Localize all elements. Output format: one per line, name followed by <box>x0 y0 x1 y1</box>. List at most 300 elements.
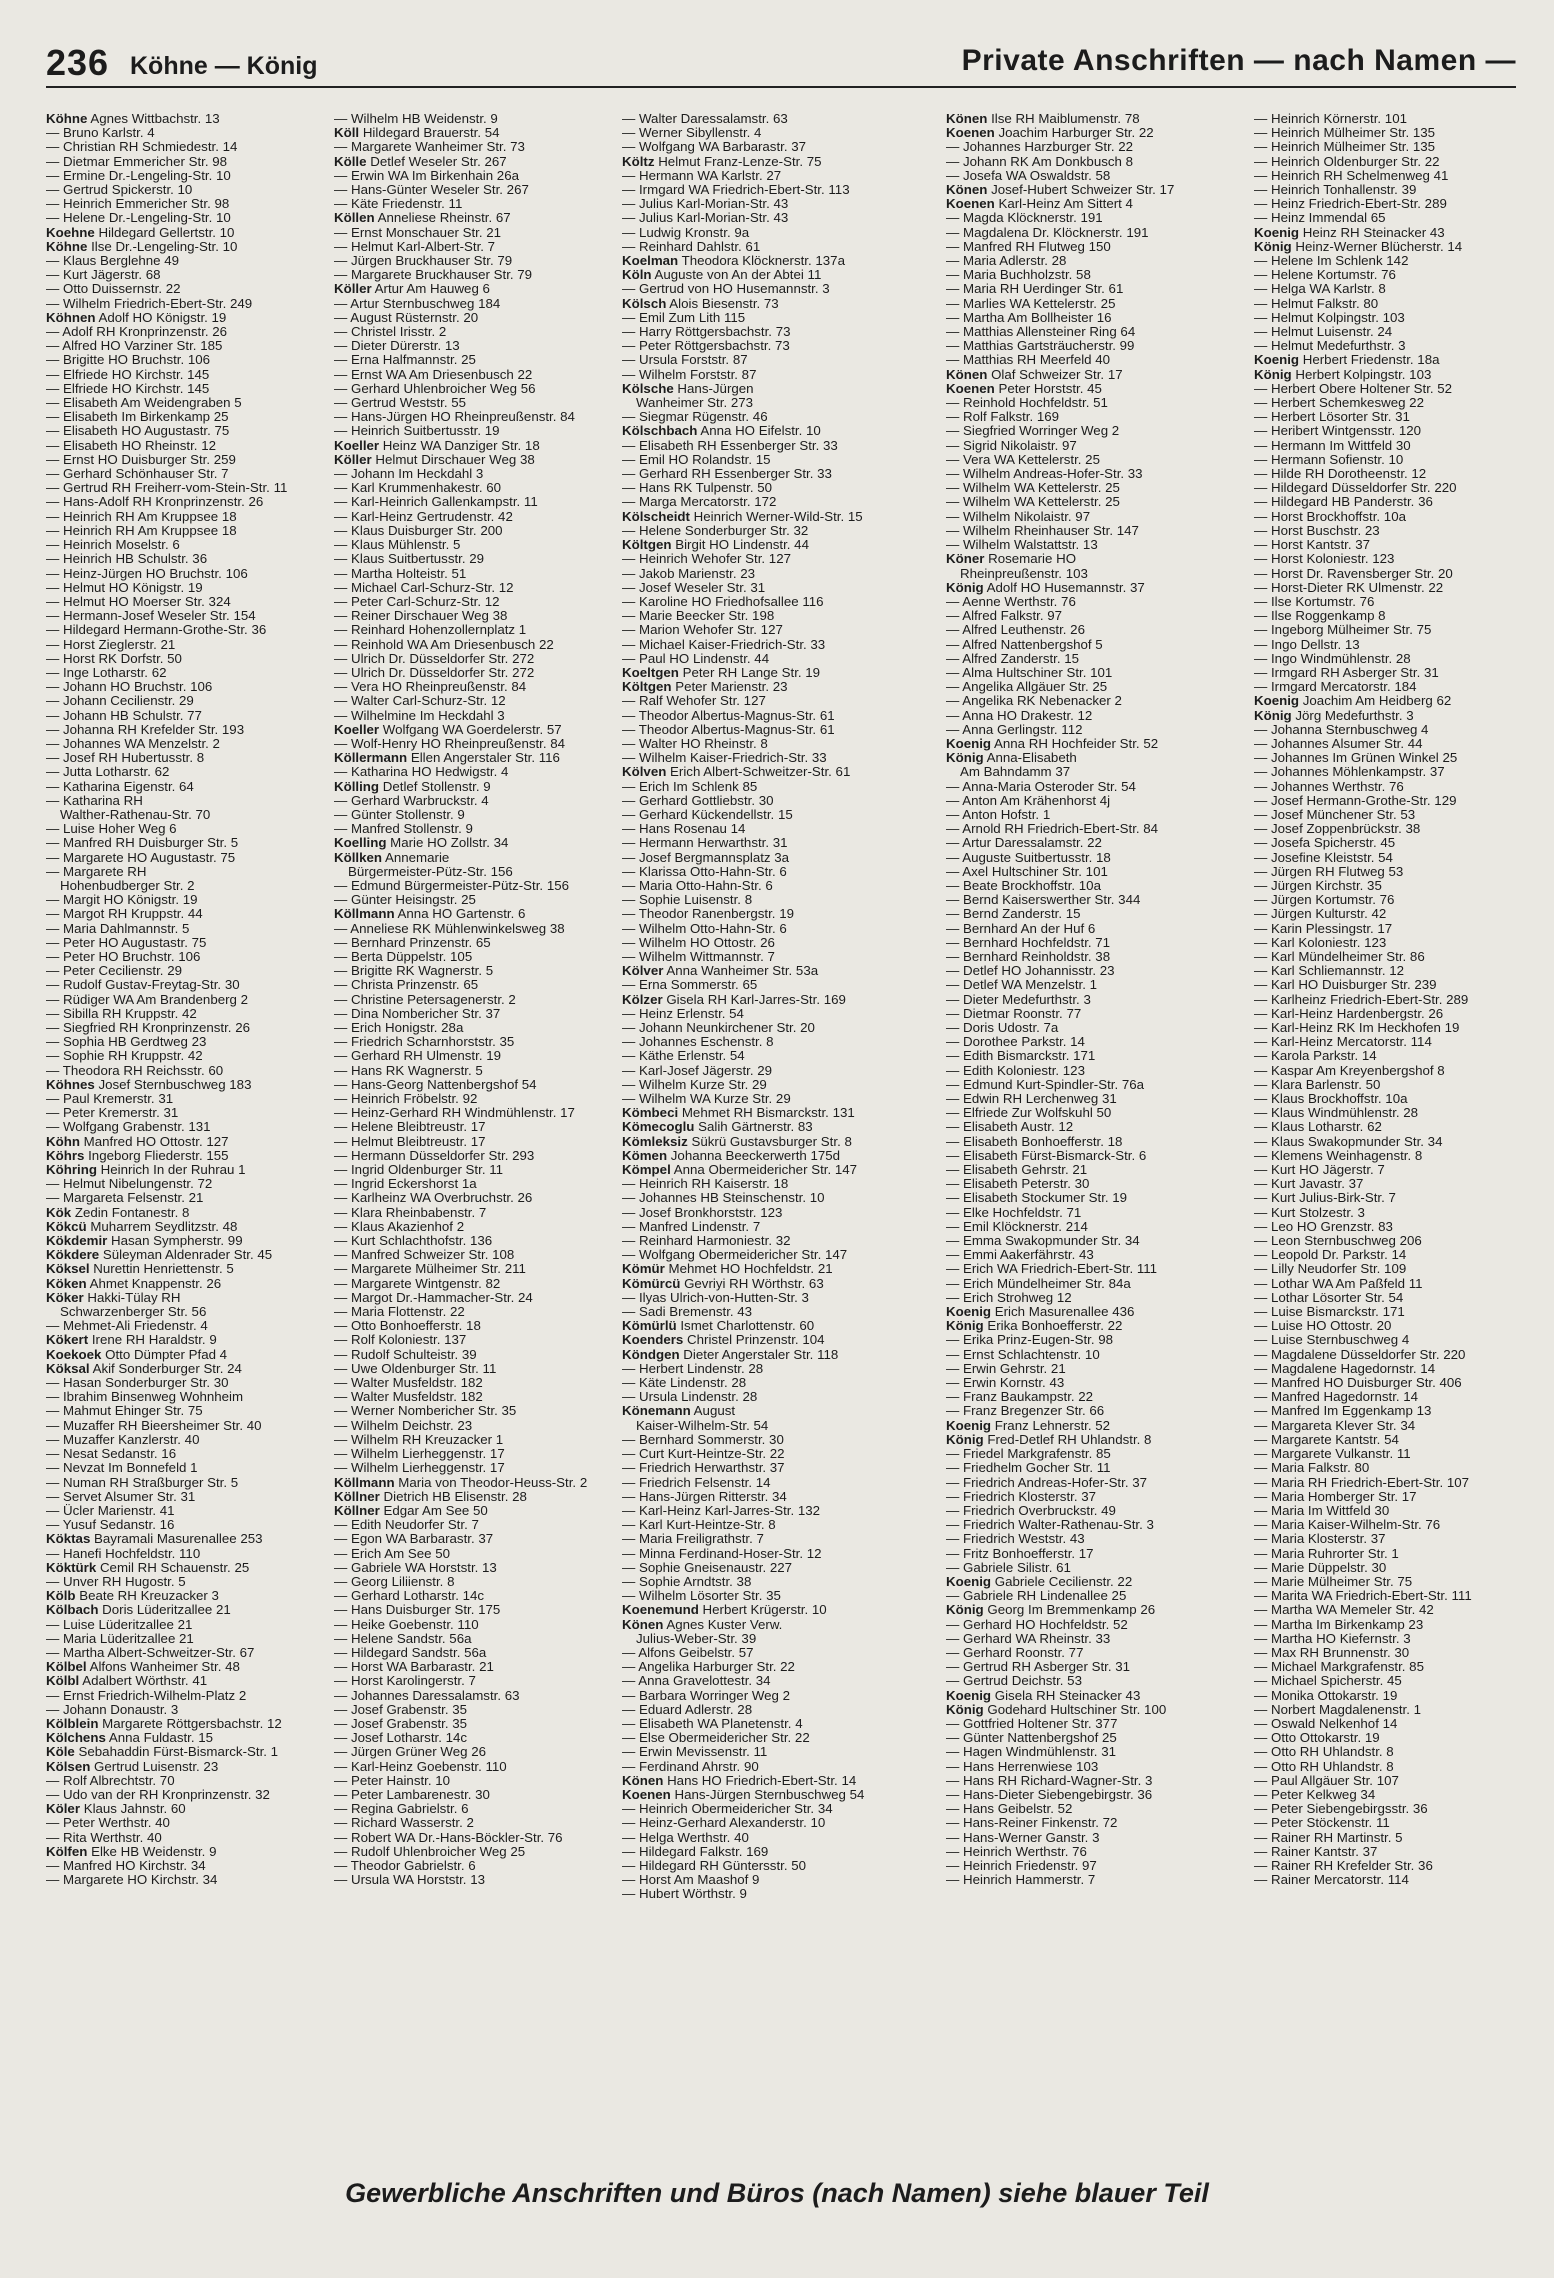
directory-entry <box>1254 1745 1529 1759</box>
entry-text: — Alfred Nattenbergshof 5 <box>946 636 1103 652</box>
directory-entry <box>622 1007 897 1021</box>
surname: Koeller <box>334 721 380 737</box>
directory-entry <box>46 1504 321 1518</box>
entry-text: — Anna Gravelottestr. 34 <box>622 1673 771 1689</box>
directory-entry <box>946 567 1221 581</box>
entry-text: — Otto Bonhoefferstr. 18 <box>334 1318 481 1334</box>
directory-entry <box>1254 1689 1529 1703</box>
directory-entry <box>1254 453 1529 467</box>
entry-text: — Luise Hoher Weg 6 <box>46 821 177 837</box>
directory-entry <box>946 1703 1221 1717</box>
entry-text: Herbert Friedenstr. 18a <box>1299 352 1440 368</box>
entry-text: — Johann Donaustr. 3 <box>46 1701 179 1717</box>
entry-text: Anna Wanheimer Str. 53a <box>663 963 819 979</box>
entry-text: — Egon WA Barbarastr. 37 <box>334 1531 494 1547</box>
entry-text: — Margareta Klever Str. 34 <box>1254 1417 1416 1433</box>
entry-text: — Horst WA Barbarastr. 21 <box>334 1659 494 1675</box>
directory-entry <box>1254 282 1529 296</box>
directory-entry <box>1254 1206 1529 1220</box>
address-continuation: Walther-Rathenau-Str. 70 <box>60 806 211 822</box>
directory-entry <box>46 1461 321 1475</box>
directory-entry <box>334 1049 609 1063</box>
directory-entry <box>946 1816 1221 1830</box>
directory-column-5 <box>1254 112 1529 2152</box>
directory-entry <box>622 1589 897 1603</box>
directory-entry <box>1254 1049 1529 1063</box>
directory-entry <box>46 1135 321 1149</box>
directory-entry <box>946 1788 1221 1802</box>
entry-text: — Wilhelm HB Weidenstr. 9 <box>334 112 498 126</box>
entry-text: Gertrud Luisenstr. 23 <box>90 1758 219 1774</box>
directory-entry <box>46 638 321 652</box>
entry-text: — Herbert Lindenstr. 28 <box>622 1360 764 1376</box>
directory-entry <box>622 1135 897 1149</box>
entry-text: — Vera WA Kettelerstr. 25 <box>946 451 1100 467</box>
entry-text: — Hans-Georg Nattenbergshof 54 <box>334 1076 537 1092</box>
entry-text: — Bernhard Sommerstr. 30 <box>622 1431 784 1447</box>
entry-text: — Gerhard Gottliebstr. 30 <box>622 792 774 808</box>
entry-text: — Wilhelm Andreas-Hofer-Str. 33 <box>946 466 1143 482</box>
directory-entry <box>1254 552 1529 566</box>
directory-entry <box>46 453 321 467</box>
directory-entry <box>622 623 897 637</box>
entry-text: — Hans-Adolf RH Kronprinzenstr. 26 <box>46 494 264 510</box>
directory-entry <box>46 694 321 708</box>
entry-text: — Wilhelm Nikolaistr. 97 <box>946 508 1091 524</box>
entry-text: — Aenne Werthstr. 76 <box>946 593 1076 609</box>
entry-text: — Ursula Lindenstr. 28 <box>622 1389 758 1405</box>
entry-text: — Johann Im Heckdahl 3 <box>334 466 484 482</box>
entry-text: Gisela RH Steinacker 43 <box>991 1687 1141 1703</box>
directory-entry <box>622 1433 897 1447</box>
directory-entry <box>622 1504 897 1518</box>
directory-entry <box>622 1390 897 1404</box>
directory-entry <box>622 978 897 992</box>
entry-text: — Marita WA Friedrich-Ebert-Str. 111 <box>1254 1588 1472 1604</box>
entry-text: Dieter Angerstaler Str. 118 <box>679 1346 839 1362</box>
entry-text: — Julius Karl-Morian-Str. 43 <box>622 210 789 226</box>
directory-entry <box>946 1518 1221 1532</box>
entry-text: — Theodor Albertus-Magnus-Str. 61 <box>622 721 835 737</box>
entry-text: — Bruno Karlstr. 4 <box>46 125 155 141</box>
directory-entry <box>334 353 609 367</box>
entry-text: — Karl Mündelheimer Str. 86 <box>1254 948 1425 964</box>
directory-entry <box>46 765 321 779</box>
entry-text: — Johannes Werthstr. 76 <box>1254 778 1404 794</box>
directory-entry <box>1254 836 1529 850</box>
entry-text: — Josef Bronkhorststr. 123 <box>622 1204 783 1220</box>
entry-text: — Bernhard Prinzenstr. 65 <box>334 934 491 950</box>
entry-text: — Ingrid Oldenburger Str. 11 <box>334 1162 504 1178</box>
entry-text: — Rolf Koloniestr. 137 <box>334 1332 467 1348</box>
directory-entry <box>46 794 321 808</box>
directory-entry <box>46 1220 321 1234</box>
directory-entry <box>46 382 321 396</box>
directory-entry <box>1254 993 1529 1007</box>
entry-text: Alfons Wanheimer Str. 48 <box>86 1659 240 1675</box>
entry-text: — Hans-Jürgen HO Rheinpreußenstr. 84 <box>334 409 575 425</box>
entry-text: — Hans Geibelstr. 52 <box>946 1801 1073 1817</box>
directory-entry <box>46 1376 321 1390</box>
entry-text: Ellen Angerstaler Str. 116 <box>407 750 560 766</box>
entry-text: — Magda Klöcknerstr. 191 <box>946 210 1103 226</box>
entry-text: — Anton Hofstr. 1 <box>946 806 1051 822</box>
directory-entry <box>622 339 897 353</box>
directory-entry <box>334 978 609 992</box>
directory-entry <box>46 282 321 296</box>
entry-text: — Wilhelm WA Kurze Str. 29 <box>622 1091 791 1107</box>
entry-text: — Walter HO Rheinstr. 8 <box>622 735 768 751</box>
entry-text: — Nevzat Im Bonnefeld 1 <box>46 1460 198 1476</box>
entry-text: — Katharina HO Hedwigstr. 4 <box>334 764 509 780</box>
directory-entry <box>334 1575 609 1589</box>
surname: Kölbel <box>46 1659 87 1675</box>
entry-text: — Axel Hultschiner Str. 101 <box>946 863 1108 879</box>
entry-text: — Gertrud RH Freiherr-vom-Stein-Str. 11 <box>46 480 288 496</box>
directory-entry <box>334 1745 609 1759</box>
entry-text: — Maria Ruhrorter Str. 1 <box>1254 1545 1399 1561</box>
entry-text: — Walter Musfeldstr. 182 <box>334 1389 483 1405</box>
directory-entry <box>946 1504 1221 1518</box>
entry-text: — Wilhelm Friedrich-Ebert-Str. 249 <box>46 295 253 311</box>
entry-text: — Bernhard An der Huf 6 <box>946 920 1096 936</box>
surname: Kömür <box>622 1261 665 1277</box>
surname: Kömürcü <box>622 1275 681 1291</box>
surname: Köllen <box>334 210 375 226</box>
surname: König <box>1254 707 1292 723</box>
entry-text: — Hildegard Hermann-Grothe-Str. 36 <box>46 622 267 638</box>
directory-entry <box>334 680 609 694</box>
entry-text: — Elisabeth Im Birkenkamp 25 <box>46 409 229 425</box>
entry-text: — Christian RH Schmiedestr. 14 <box>46 139 238 155</box>
directory-entry <box>946 197 1221 211</box>
entry-text: — Karlheinz WA Overbruchstr. 26 <box>334 1190 533 1206</box>
entry-text: — Maria Im Wittfeld 30 <box>1254 1502 1390 1518</box>
surname: Kölfen <box>46 1843 88 1859</box>
entry-text: — Hermann WA Karlstr. 27 <box>622 167 782 183</box>
entry-text: Georg Im Bremmenkamp 26 <box>983 1602 1156 1618</box>
directory-entry <box>946 1561 1221 1575</box>
entry-text: Klaus Jahnstr. 60 <box>80 1801 186 1817</box>
directory-entry <box>622 1561 897 1575</box>
entry-text: — Peter Lambarenestr. 30 <box>334 1786 490 1802</box>
directory-entry <box>334 254 609 268</box>
entry-text: — Peter Röttgersbachstr. 73 <box>622 338 790 354</box>
surname: Köksal <box>46 1360 90 1376</box>
directory-entry <box>46 1703 321 1717</box>
surname: Könemann <box>622 1403 691 1419</box>
entry-text: — Sibilla RH Kruppstr. 42 <box>46 1005 197 1021</box>
entry-text: — Erich Am See 50 <box>334 1545 451 1561</box>
directory-entry <box>46 1547 321 1561</box>
surname: Kömen <box>622 1147 668 1163</box>
entry-text: — Johanna RH Krefelder Str. 193 <box>46 721 245 737</box>
entry-text: — Yusuf Sedanstr. 16 <box>46 1517 175 1533</box>
entry-text: — Rolf Albrechtstr. 70 <box>46 1772 175 1788</box>
directory-entry <box>946 155 1221 169</box>
entry-text: — Erwin WA Im Birkenhain 26a <box>334 167 519 183</box>
entry-text: — Manfred RH Duisburger Str. 5 <box>46 835 239 851</box>
entry-text: Süleyman Aldenrader Str. 45 <box>99 1247 273 1263</box>
directory-entry <box>946 851 1221 865</box>
directory-entry <box>46 1646 321 1660</box>
entry-text: — Otto Ottokarstr. 19 <box>1254 1730 1380 1746</box>
entry-text: — Johann HO Bruchstr. 106 <box>46 679 213 695</box>
entry-text: — Käte Lindenstr. 28 <box>622 1375 747 1391</box>
entry-text: — Erich Mündelheimer Str. 84a <box>946 1275 1131 1291</box>
directory-entry <box>946 822 1221 836</box>
directory-entry <box>1254 1319 1529 1333</box>
directory-entry <box>1254 737 1529 751</box>
surname: Koekoek <box>46 1346 102 1362</box>
directory-entry <box>946 1092 1221 1106</box>
directory-entry <box>334 879 609 893</box>
entry-text: — Horst-Dieter RK Ulmenstr. 22 <box>1254 579 1444 595</box>
directory-entry <box>946 1646 1221 1660</box>
address-continuation: Wanheimer Str. 273 <box>636 395 754 411</box>
directory-entry <box>46 211 321 225</box>
entry-text: — Anna-Maria Osteroder Str. 54 <box>946 778 1136 794</box>
directory-entry <box>622 197 897 211</box>
directory-entry <box>46 1518 321 1532</box>
directory-entry <box>46 1007 321 1021</box>
entry-text: — Ingo Dellstr. 13 <box>1254 636 1360 652</box>
entry-text: — Rüdiger WA Am Brandenberg 2 <box>46 991 249 1007</box>
entry-text: — Hildegard Falkstr. 169 <box>622 1843 769 1859</box>
directory-entry <box>46 978 321 992</box>
entry-text: — Johann HB Schulstr. 77 <box>46 707 202 723</box>
entry-text: — Katharina RH <box>46 792 143 808</box>
entry-text: — Michael Spicherstr. 45 <box>1254 1673 1402 1689</box>
directory-entry <box>946 453 1221 467</box>
surname: König <box>1254 238 1292 254</box>
directory-entry <box>946 552 1221 566</box>
directory-entry <box>946 495 1221 509</box>
entry-text: — Manfred Im Eggenkamp 13 <box>1254 1403 1432 1419</box>
entry-text: — Helga Werthstr. 40 <box>622 1829 749 1845</box>
directory-entry <box>1254 1419 1529 1433</box>
entry-text: Anna-Elisabeth <box>983 750 1077 766</box>
entry-text: — Maria Dahlmannstr. 5 <box>46 920 190 936</box>
directory-entry <box>622 1476 897 1490</box>
directory-entry <box>1254 1618 1529 1632</box>
entry-text: — Dietmar Emmericher Str. 98 <box>46 153 228 169</box>
directory-entry <box>334 1603 609 1617</box>
entry-text: — Gerhard WA Rheinstr. 33 <box>946 1630 1111 1646</box>
surname: Könen <box>946 366 988 382</box>
entry-text: Adalbert Wörthstr. 41 <box>79 1673 208 1689</box>
directory-entry <box>46 666 321 680</box>
entry-text: — Detlef HO Johannisstr. 23 <box>946 963 1115 979</box>
entry-text: — Margarete Mülheimer Str. 211 <box>334 1261 526 1277</box>
directory-entry <box>622 936 897 950</box>
entry-text: — Gottfried Holtener Str. 377 <box>946 1715 1118 1731</box>
entry-text: — Alfred Leuthenstr. 26 <box>946 622 1085 638</box>
directory-entry <box>334 737 609 751</box>
entry-text: Annemarie <box>382 849 450 865</box>
directory-entry <box>46 922 321 936</box>
entry-text: — Josef Zoppenbrückstr. 38 <box>1254 821 1421 837</box>
entry-text: — Maria Homberger Str. 17 <box>1254 1488 1417 1504</box>
directory-entry <box>622 1532 897 1546</box>
directory-entry <box>622 1305 897 1319</box>
entry-text: August <box>690 1403 736 1419</box>
directory-entry <box>1254 581 1529 595</box>
directory-entry <box>46 1603 321 1617</box>
address-continuation: Schwarzenberger Str. 56 <box>60 1304 207 1320</box>
surname: Köndgen <box>622 1346 680 1362</box>
directory-entry <box>946 1717 1221 1731</box>
directory-entry <box>46 1120 321 1134</box>
surname: Költz <box>622 153 655 169</box>
directory-entry <box>334 1220 609 1234</box>
surname: König <box>946 750 984 766</box>
directory-entry <box>46 993 321 1007</box>
entry-text: — Numan RH Straßburger Str. 5 <box>46 1474 239 1490</box>
directory-entry <box>334 1689 609 1703</box>
directory-entry <box>46 268 321 282</box>
surname: König <box>946 1701 984 1717</box>
directory-entry <box>622 1404 897 1418</box>
directory-entry <box>946 1831 1221 1845</box>
directory-entry <box>946 211 1221 225</box>
directory-entry <box>334 1390 609 1404</box>
entry-text: — Marie Düppelstr. 30 <box>1254 1559 1387 1575</box>
surname: Köller <box>334 451 372 467</box>
surname: Kökdemir <box>46 1233 108 1249</box>
entry-text: — Katharina Eigenstr. 64 <box>46 778 194 794</box>
directory-entry <box>334 993 609 1007</box>
directory-entry <box>622 907 897 921</box>
directory-entry <box>622 1064 897 1078</box>
entry-text: — Josef RH Hubertusstr. 8 <box>46 750 205 766</box>
entry-text: Karl-Heinz Am Sittert 4 <box>994 196 1133 212</box>
directory-entry <box>1254 1220 1529 1234</box>
address-continuation: Am Bahndamm 37 <box>960 764 1071 780</box>
directory-entry <box>1254 1333 1529 1347</box>
directory-entry <box>622 524 897 538</box>
directory-entry <box>334 211 609 225</box>
directory-entry <box>1254 112 1529 126</box>
entry-text: — Margarete Vulkanstr. 11 <box>1254 1446 1411 1462</box>
directory-entry <box>1254 169 1529 183</box>
entry-text: — Ilyas Ulrich-von-Hutten-Str. 3 <box>622 1289 809 1305</box>
surname: Könen <box>946 182 988 198</box>
entry-text: Hans HO Friedrich-Ebert-Str. 14 <box>663 1772 857 1788</box>
entry-text: Johanna Beeckerwerth 175d <box>667 1147 841 1163</box>
directory-entry <box>622 1816 897 1830</box>
directory-entry <box>1254 1021 1529 1035</box>
directory-entry <box>46 1532 321 1546</box>
entry-text: — Ulrich Dr. Düsseldorfer Str. 272 <box>334 650 535 666</box>
directory-entry <box>334 1064 609 1078</box>
surname: König <box>946 579 984 595</box>
entry-text: — Manfred Lindenstr. 7 <box>622 1218 761 1234</box>
directory-entry <box>1254 1589 1529 1603</box>
directory-entry <box>622 268 897 282</box>
directory-entry <box>946 609 1221 623</box>
directory-entry <box>946 1220 1221 1234</box>
directory-entry <box>1254 1575 1529 1589</box>
entry-text: — Erich Strohweg 12 <box>946 1289 1072 1305</box>
entry-text: Heinrich Werner-Wild-Str. 15 <box>689 508 863 524</box>
directory-entry <box>1254 1774 1529 1788</box>
entry-text: — Ingeborg Mülheimer Str. 75 <box>1254 622 1432 638</box>
entry-text: — Kaspar Am Kreyenbergshof 8 <box>1254 1062 1445 1078</box>
entry-text: — Bernhard Hochfeldstr. 71 <box>946 934 1111 950</box>
directory-entry <box>334 1476 609 1490</box>
entry-text: Beate RH Kreuzacker 3 <box>75 1588 219 1604</box>
entry-text: Dietrich HB Elisenstr. 28 <box>379 1488 527 1504</box>
directory-entry <box>622 510 897 524</box>
entry-text: Alois Biesenstr. 73 <box>666 295 779 311</box>
directory-entry <box>1254 1177 1529 1191</box>
surname: Koeltgen <box>622 664 679 680</box>
directory-entry <box>622 808 897 822</box>
directory-entry <box>46 424 321 438</box>
entry-text: — Auguste Suitbertusstr. 18 <box>946 849 1111 865</box>
directory-entry <box>46 1731 321 1745</box>
entry-text: — Christa Prinzenstr. 65 <box>334 977 479 993</box>
directory-entry <box>622 1120 897 1134</box>
entry-text: — Helmut Nibelungenstr. 72 <box>46 1176 213 1192</box>
entry-text: — Helmut HO Moerser Str. 324 <box>46 593 231 609</box>
entry-text: — Wilhelm WA Kettelerstr. 25 <box>946 480 1120 496</box>
directory-entry <box>946 1191 1221 1205</box>
entry-text: — Magdalene Hagedornstr. 14 <box>1254 1360 1436 1376</box>
entry-text: — Heinz-Gerhard RH Windmühlenstr. 17 <box>334 1105 575 1121</box>
directory-entry <box>1254 1717 1529 1731</box>
directory-entry <box>1254 311 1529 325</box>
directory-entry <box>946 396 1221 410</box>
directory-entry <box>622 311 897 325</box>
entry-text: — Fritz Bonhoefferstr. 17 <box>946 1545 1094 1561</box>
entry-text: — Friedrich Weststr. 43 <box>946 1531 1085 1547</box>
directory-entry <box>946 1589 1221 1603</box>
entry-text: — Emmi Aakerfährstr. 43 <box>946 1247 1094 1263</box>
entry-text: — Friedrich Walter-Rathenau-Str. 3 <box>946 1517 1154 1533</box>
surname: Kölchens <box>46 1730 106 1746</box>
entry-text: — Lothar WA Am Paßfeld 11 <box>1254 1275 1423 1291</box>
surname: Koenig <box>946 1573 992 1589</box>
directory-entry <box>1254 1135 1529 1149</box>
directory-entry <box>46 851 321 865</box>
entry-text: — Luise HO Ottostr. 20 <box>1254 1318 1392 1334</box>
entry-text: — Rudolf Uhlenbroicher Weg 25 <box>334 1843 526 1859</box>
directory-entry <box>622 964 897 978</box>
directory-entry <box>1254 1163 1529 1177</box>
directory-entry <box>946 1532 1221 1546</box>
directory-entry <box>334 1703 609 1717</box>
directory-entry <box>946 623 1221 637</box>
surname: Könen <box>622 1772 664 1788</box>
directory-entry <box>946 964 1221 978</box>
entry-text: — Günter Heisingstr. 25 <box>334 892 476 908</box>
entry-text: Marie HO Zollstr. 34 <box>386 835 509 851</box>
directory-entry <box>1254 140 1529 154</box>
directory-entry <box>1254 1447 1529 1461</box>
entry-text: — Otto Duissernstr. 22 <box>46 281 181 297</box>
surname: Koenig <box>1254 352 1300 368</box>
entry-text: — Josefa Spicherstr. 45 <box>1254 835 1396 851</box>
entry-text: — Rainer Kantstr. 37 <box>1254 1843 1378 1859</box>
entry-text: — Karl-Heinrich Gallenkampstr. 11 <box>334 494 538 510</box>
entry-text: — Gerhard RH Essenberger Str. 33 <box>622 466 832 482</box>
entry-text: — Luise Sternbuschweg 4 <box>1254 1332 1410 1348</box>
directory-entry <box>46 1404 321 1418</box>
directory-entry <box>46 1618 321 1632</box>
entry-text: — Erich Im Schlenk 85 <box>622 778 758 794</box>
